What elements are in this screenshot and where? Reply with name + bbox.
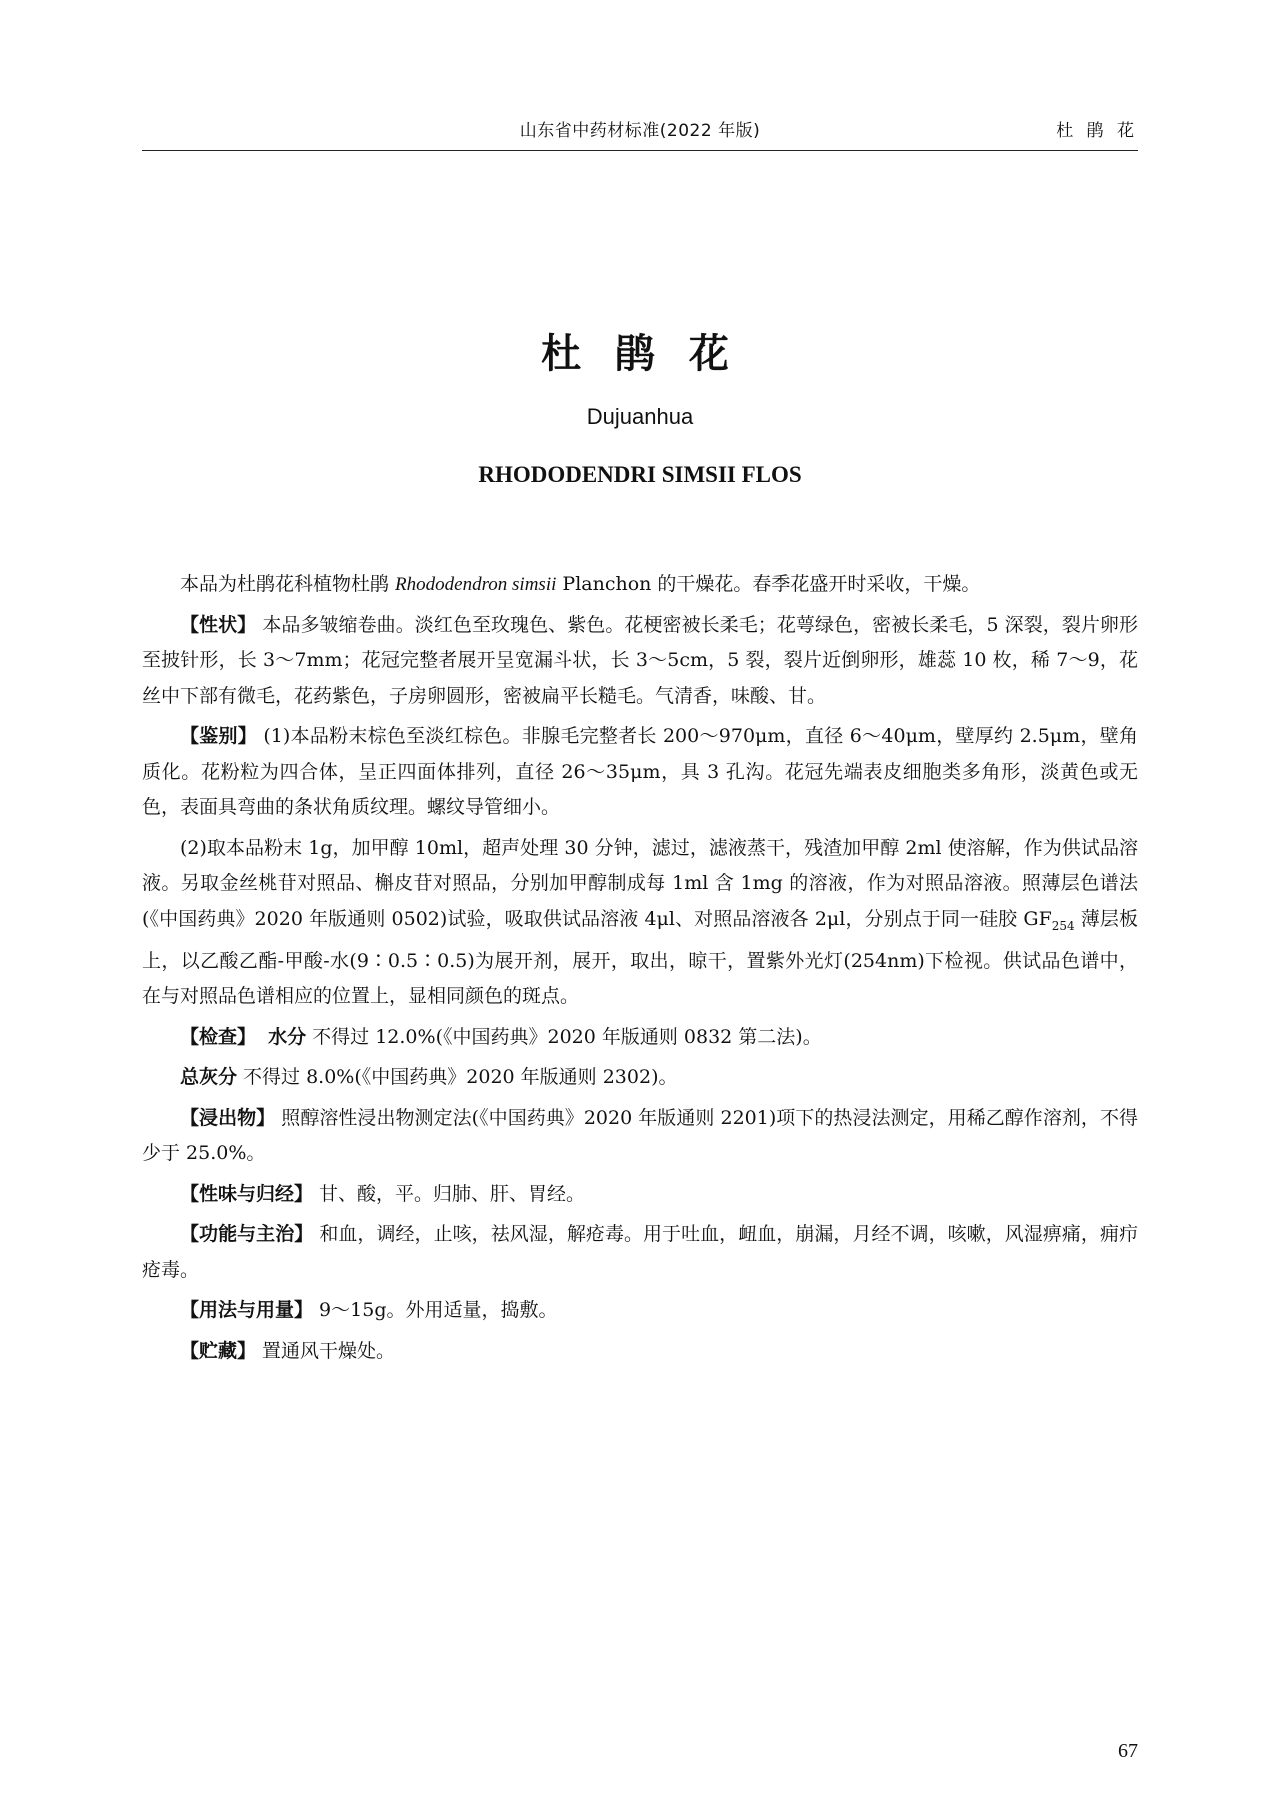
water-label: 水分 xyxy=(268,1025,307,1048)
section-inspection-water: 【检查】 水分 不得过 12.0%(《中国药典》2020 年版通则 0832 第二法)。 xyxy=(180,1025,822,1048)
entry-name: 杜 鹃 花 xyxy=(1056,121,1138,141)
section-property-meridian: 【性味与归经】 甘、酸，平。归肺、肝、胃经。 xyxy=(180,1182,586,1205)
running-header xyxy=(142,110,1138,151)
section-label: 【性味与归经】 xyxy=(180,1182,314,1205)
page-number: 67 xyxy=(1118,1740,1138,1762)
section-identification-1: 【鉴别】 (1)本品粉末棕色至淡红棕色。非腺毛完整者长 200～970μm，直径 6～40μm，壁厚约 2.5μm，壁角质化。花粉粒为四合体，呈正四面体排列，直径 26～35μm，具 3 孔沟。花冠先端表皮细胞类多角形，淡黄色或无色，表面具弯曲的条状角质纹理。螺纹导管细小。 xyxy=(142,725,1138,818)
section-inspection-ash: 总灰分 不得过 8.0%(《中国药典》2020 年版通则 2302)。 xyxy=(180,1066,678,1089)
section-label: 【性状】 xyxy=(180,613,257,636)
subscript-254: 254 xyxy=(1051,918,1075,933)
section-label: 【贮藏】 xyxy=(180,1339,257,1362)
ash-label: 总灰分 xyxy=(180,1066,238,1089)
plant-latin-name: Rhododendron simsii xyxy=(395,574,557,595)
monograph-body xyxy=(142,567,1138,1374)
section-label: 【鉴别】 xyxy=(180,725,258,747)
section-function-indication: 【功能与主治】 和血，调经，止咳，祛风湿，解疮毒。用于吐血，衄血，崩漏，月经不调，咳嗽，风湿痹痛，痈疖疮毒。 xyxy=(142,1223,1138,1281)
book-title: 山东省中药材标准(2022 年版) xyxy=(519,121,761,141)
section-label: 【功能与主治】 xyxy=(180,1223,314,1246)
section-label: 【检查】 xyxy=(180,1025,257,1048)
latin-drug-name: RHODODENDRI SIMSII FLOS xyxy=(478,462,802,487)
section-identification-2: (2)取本品粉末 1g，加甲醇 10ml，超声处理 30 分钟，滤过，滤液蒸干，残渣加甲醇 2ml 使溶解，作为供试品溶液。另取金丝桃苷对照品、槲皮苷对照品，分别加甲醇制成每 1ml 含 1mg 的溶液，作为对照品溶液。照薄层色谱法(《中国药典》2020 年版通则 0502)试验，吸取供试品溶液 4μl、对照品溶液各 2μl，分别点于同一硅胶 $GF_{254}$ 薄层板上，以乙酸乙酯-甲酸-水(9∶0.5∶0.5)为展开剂，展开，取出，晾干，置紫外光灯(254nm)下检视。供试品色谱中，在与对照品色谱相应的位置上，显相同颜色的斑点。 xyxy=(142,836,1138,1008)
monograph-title: 杜 鹃 花 xyxy=(541,331,739,377)
intro-paragraph: 本品为杜鹃花科植物杜鹃 Rhododendron simsii Planchon 的干燥花。春季花盛开时采收，干燥。 xyxy=(180,573,981,595)
section-storage: 【贮藏】 置通风干燥处。 xyxy=(180,1339,396,1362)
section-description: 【性状】 本品多皱缩卷曲。淡红色至玫瑰色、紫色。花梗密被长柔毛；花萼绿色，密被长柔毛，5 深裂，裂片卵形至披针形，长 3～7mm；花冠完整者展开呈宽漏斗状，长 3～5cm，5 裂，裂片近倒卵形，雄蕊 10 枚，稀 7～9，花丝中下部有微毛，花药紫色，子房卵圆形，密被扁平长糙毛。气清香，味酸、甘。 xyxy=(142,613,1138,707)
section-label: 【浸出物】 xyxy=(180,1106,276,1129)
section-usage-dosage: 【用法与用量】 9～15g。外用适量，捣敷。 xyxy=(180,1299,558,1322)
section-label: 【用法与用量】 xyxy=(180,1299,314,1322)
pinyin-name: Dujuanhua xyxy=(586,404,694,429)
section-extractives: 【浸出物】 照醇溶性浸出物测定法(《中国药典》2020 年版通则 2201)项下的热浸法测定，用稀乙醇作溶剂，不得少于 25.0%。 xyxy=(142,1106,1138,1165)
